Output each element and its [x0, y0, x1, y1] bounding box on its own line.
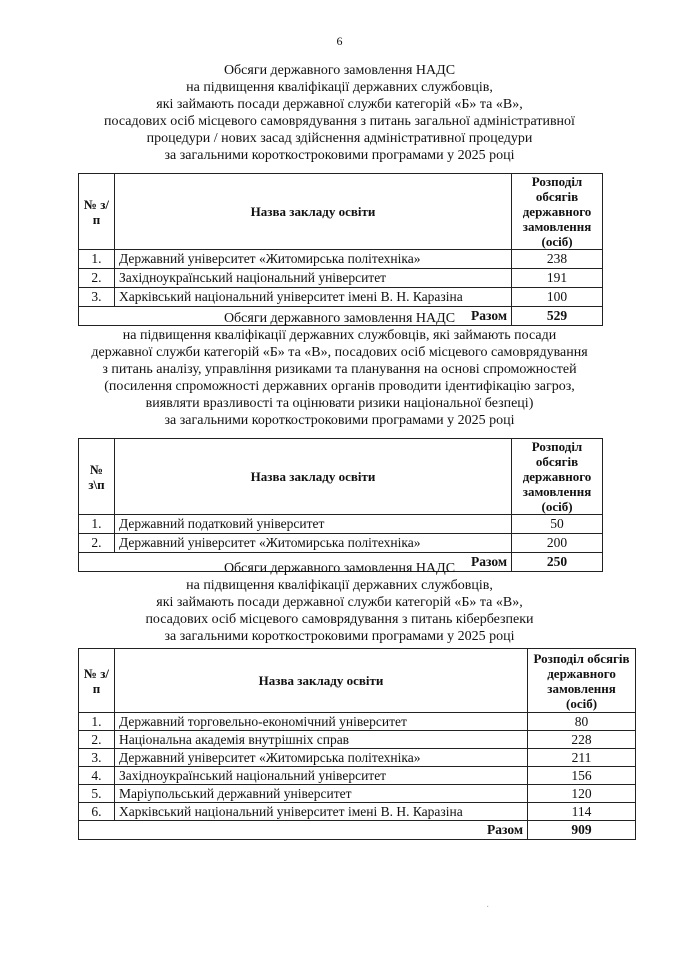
- table-header-row: [79, 174, 603, 250]
- column-name: Назва закладу освіти: [114, 174, 511, 250]
- total-value: 250: [512, 553, 603, 572]
- table-row: 3. Харківський національний університет імені В. Н. Каразіна 100: [79, 288, 603, 307]
- table-row: 1. Державний податковий університет 50: [79, 515, 603, 534]
- allocation-table: [78, 438, 603, 572]
- table-header-row: [79, 439, 603, 515]
- table-row: 4. Західноукраїнський національний університет 156: [79, 767, 636, 785]
- table-row: 2. Державний університет «Житомирська політехніка» 200: [79, 534, 603, 553]
- table-row: 2. Західноукраїнський національний університет 191: [79, 269, 603, 288]
- column-number: № з\п: [79, 439, 115, 515]
- column-name: Назва закладу освіти: [114, 439, 511, 515]
- column-allocation: Розподіл обсягів державного замовлення (осіб): [528, 649, 636, 713]
- table-row: 5. Маріупольський державний університет 120: [79, 785, 636, 803]
- table-row: 2. Національна академія внутрішніх справ 228: [79, 731, 636, 749]
- section-heading: Обсяги державного замовлення НАДС на підвищення кваліфікації державних службовців, які займають посади державної служби категорій «Б» та «В», посадових осіб місцевого самоврядування з питань кібербезпеки за загальними короткостроковими програмами у 2025 році: [145, 561, 534, 644]
- column-allocation: Розподіл обсягів державного замовлення (осіб): [512, 439, 603, 515]
- total-value: 909: [528, 821, 636, 840]
- section-risk-analysis: [0, 310, 679, 569]
- table-row: 6. Харківський національний університет імені В. Н. Каразіна 114: [79, 803, 636, 821]
- section-heading: Обсяги державного замовлення НАДС на підвищення кваліфікації державних службовців, які займають посади державної служби категорій «Б» та «В», посадових осіб місцевого самоврядування з питань загальної адміністративної процедури / нових засад здійснення адміністративної процедури за загальними короткостроковими програмами у 2025 році: [104, 63, 575, 163]
- column-name: Назва закладу освіти: [114, 649, 527, 713]
- table-total-row: [79, 821, 636, 840]
- total-label: Разом: [79, 553, 512, 572]
- page-number: 6: [336, 34, 343, 48]
- allocation-table: [78, 173, 603, 326]
- allocation-table: [78, 648, 636, 840]
- table-row: 1. Державний університет «Житомирська політехніка» 238: [79, 250, 603, 269]
- section-heading: Обсяги державного замовлення НАДС на підвищення кваліфікації державних службовців, які займають посади державної служби категорій «Б» та «В», посадових осіб місцевого самоврядування з питань аналізу, управління ризиками та планування на основі спроможностей (посилення спроможності державних органів проводити ідентифікацію загроз, виявляти вразливості та оцінювати ризики національної безпеці) за загальними короткостроковими програмами у 2025 році: [91, 311, 588, 428]
- table-row: 3. Державний університет «Житомирська політехніка» 211: [79, 749, 636, 767]
- table-row: 1. Державний торговельно-економічний університет 80: [79, 713, 636, 731]
- column-number: № з/п: [79, 649, 115, 713]
- total-label: Разом: [79, 307, 512, 326]
- scan-speck: ·: [486, 902, 490, 913]
- column-allocation: Розподіл обсягів державного замовлення (осіб): [512, 174, 603, 250]
- column-number: № з/п: [79, 174, 115, 250]
- section-cybersecurity: [0, 560, 679, 837]
- total-label: Разом: [79, 821, 528, 840]
- total-value: 529: [512, 307, 603, 326]
- section-admin-procedure: [0, 62, 679, 323]
- table-header-row: [79, 649, 636, 713]
